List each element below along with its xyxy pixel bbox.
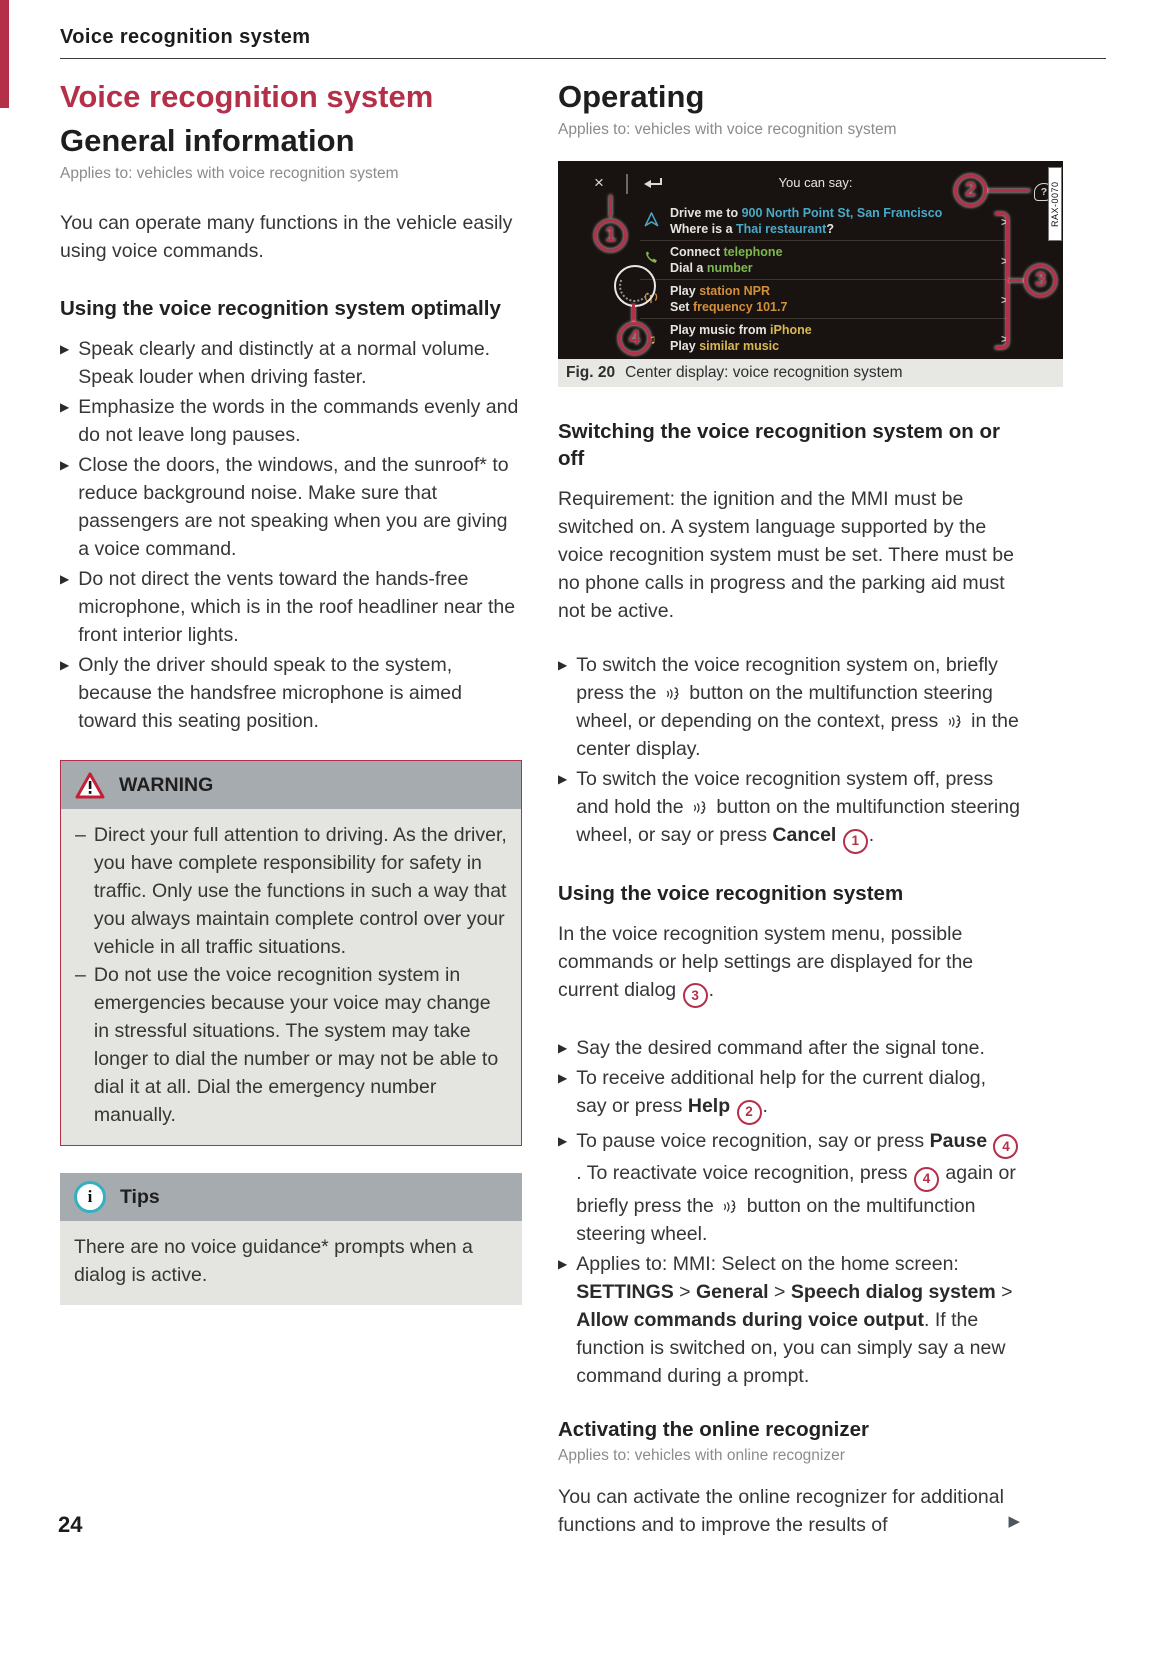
warning-triangle-icon (75, 772, 105, 799)
figure-caption (558, 359, 1063, 387)
list-item (60, 565, 522, 649)
callout-reference-4: 4 (993, 1134, 1018, 1159)
triangle-bullet: ▶ (60, 572, 70, 586)
voice-command-icon (721, 1199, 739, 1214)
right-column (558, 79, 1060, 1539)
tips-body (60, 1221, 522, 1305)
warning-box (60, 760, 522, 1146)
voice-command-icon (946, 714, 964, 729)
running-header: Voice recognition system (60, 26, 311, 48)
command-rows (640, 202, 1008, 357)
tips-title: Tips (120, 1185, 160, 1208)
voice-command-icon (664, 686, 682, 701)
section-title-operating: Operating (558, 79, 705, 114)
list-item (558, 1034, 1020, 1062)
using-list (558, 1034, 1020, 1390)
chevron-right-icon: > (1000, 253, 1008, 268)
figure-label: Fig. 20 (566, 364, 616, 381)
callout-reference-4: 4 (914, 1167, 939, 1192)
warning-list (75, 821, 507, 1129)
chevron-right-icon: > (1000, 214, 1008, 229)
requirement-paragraph: Requirement: the ignition and the MMI must be switched on. A system language supported by the voice recognition system must be set. There must be no phone calls in progress and the parking aid must not be active. (558, 488, 1014, 622)
list-item (558, 651, 1020, 763)
warning-item (75, 961, 507, 1129)
continuation-arrow-icon: ▶ (1008, 1512, 1020, 1530)
list-item-text: Emphasize the words in the commands evenly and do not leave long pauses. (78, 396, 519, 446)
callout-3: 3 (1024, 264, 1057, 297)
info-icon: i (74, 1181, 106, 1213)
optimal-use-list (60, 335, 522, 735)
callout-line-1 (609, 195, 612, 217)
tips-box (60, 1173, 522, 1305)
triangle-bullet: ▶ (60, 342, 70, 356)
callout-1: 1 (594, 219, 627, 252)
list-item-text: Only the driver should speak to the system, because the handsfree microphone is aimed toward this seating position. (78, 654, 462, 732)
command-text: Play music from iPhone Play similar music (670, 323, 812, 353)
applies-to-note: Applies to: vehicles with voice recognition system (558, 121, 897, 138)
triangle-bullet: ▶ (558, 772, 568, 786)
list-item (60, 451, 522, 563)
chapter-title: Voice recognition system (60, 79, 434, 114)
list-item-text: To switch the voice recognition system on, briefly press the button on the multifunction steering wheel, or depending on the context, press in the center display. (576, 654, 1019, 760)
switching-list (558, 651, 1020, 854)
chevron-right-icon: > (1000, 292, 1008, 307)
warning-item-text: Direct your full attention to driving. As the driver, you have complete responsibility for safety in traffic. Only use the functions in such a way that you always maintain complete control over your vehicle in all traffic situations. (93, 824, 507, 958)
online-paragraph: You can activate the online recognizer for additional functions and to improve the results of ▶ (558, 1485, 1020, 1536)
music-note-icon: ♫ (645, 330, 657, 347)
tips-header (60, 1173, 522, 1221)
list-item-text: Applies to: MMI: Select on the home screen: SETTINGS > General > Speech dialog system > Allow commands during voice output. If the function is switched on, you can simply say a new command during a prompt. (576, 1252, 1013, 1387)
command-text: Play station NPR Set frequency 101.7 (670, 284, 788, 314)
triangle-bullet: ▶ (558, 658, 568, 672)
list-item-text: To receive additional help for the current dialog, say or press Help 2 . (576, 1064, 1020, 1125)
callout-reference-2: 2 (737, 1100, 762, 1125)
list-item-text: To pause voice recognition, say or press Pause 4. To reactivate voice recognition, press 4 again or briefly press the button on the multifunction steering wheel. (576, 1127, 1020, 1248)
warning-item (75, 821, 507, 961)
dash-bullet: – (75, 964, 86, 986)
section-title-general-information: General information (60, 123, 355, 158)
list-item-text: Say the desired command after the signal tone. (576, 1037, 985, 1059)
callout-bracket-3 (995, 212, 1009, 349)
command-row-phone (640, 240, 1008, 279)
list-item (558, 1064, 1020, 1125)
header-rule (60, 58, 1106, 59)
subsection-using: Using the voice recognition system (558, 881, 904, 905)
callout-line-4 (632, 304, 635, 322)
list-item (558, 1127, 1020, 1248)
figure-image-code: RAX-0070 (1048, 167, 1062, 241)
triangle-bullet: ▶ (558, 1041, 568, 1055)
applies-to-note: Applies to: vehicles with voice recognition system (60, 165, 399, 182)
triangle-bullet: ▶ (558, 1133, 568, 1148)
list-item-text: Do not direct the vents toward the hands-free microphone, which is in the roof headliner near the front interior lights. (78, 568, 516, 646)
triangle-bullet: ▶ (558, 1071, 568, 1085)
triangle-bullet: ▶ (60, 658, 70, 672)
chapter-color-bar (0, 0, 9, 108)
listening-indicator-arc (614, 265, 655, 306)
left-column (60, 80, 522, 1305)
callout-line-3 (1009, 279, 1024, 282)
figure-caption-text: Center display: voice recognition system (625, 364, 903, 381)
warning-item-text: Do not use the voice recognition system in emergencies because your voice may change in stressful situations. The system may take longer to dial the number or may not be able to dial it at all. Dial the emergency number manually. (93, 964, 499, 1126)
help-bubble-icon: ? (1034, 183, 1054, 201)
subsection-optimal-use: Using the voice recognition system optimally (60, 297, 501, 320)
you-can-say-prompt: You can say: (778, 175, 853, 190)
callout-2: 2 (954, 174, 987, 207)
triangle-bullet: ▶ (60, 458, 70, 472)
list-item-text: Speak clearly and distinctly at a normal volume. Speak louder when driving faster. (78, 338, 491, 388)
intro-paragraph: You can operate many functions in the vehicle easily using voice commands. (60, 212, 513, 262)
triangle-bullet: ▶ (558, 1256, 568, 1271)
subsection-online-recognizer: Activating the online recognizer (558, 1417, 869, 1441)
list-item-text: To switch the voice recognition system off, press and hold the button on the multifunction steering wheel, or say or press Cancel 1 . (576, 765, 1020, 854)
voice-command-icon (691, 800, 709, 815)
toolbar-divider (626, 174, 628, 194)
command-row-radio (640, 279, 1008, 318)
list-item (60, 335, 522, 391)
command-text: Connect telephone Dial a number (670, 245, 783, 275)
callout-line-2 (986, 189, 1030, 192)
tips-text: There are no voice guidance* prompts when a dialog is active. (74, 1236, 473, 1286)
callout-reference-1: 1 (843, 829, 868, 854)
close-icon: × (594, 173, 604, 192)
triangle-bullet: ▶ (60, 400, 70, 414)
listening-indicator-circle (614, 265, 656, 307)
list-item (558, 1250, 1020, 1390)
callout-reference-3: 3 (683, 983, 708, 1008)
navigation-arrow-icon (640, 212, 662, 232)
applies-to-note: Applies to: vehicles with online recognizer (558, 1446, 845, 1464)
dash-bullet: – (75, 824, 86, 846)
list-item-text: Close the doors, the windows, and the sunroof* to reduce background noise. Make sure that passengers are not speaking when you are giving a voice command. (78, 454, 509, 560)
command-text: Drive me to 900 North Point St, San Francisco Where is a Thai restaurant? (670, 206, 943, 236)
using-intro: In the voice recognition system menu, possible commands or help settings are displayed for the current dialog 3 . (558, 920, 1020, 1009)
list-item (558, 765, 1020, 854)
figure-center-display (558, 161, 1063, 359)
warning-header (61, 761, 521, 809)
page-number: 24 (58, 1512, 83, 1537)
list-item (60, 393, 522, 449)
warning-body (61, 809, 521, 1145)
command-row-music (640, 318, 1008, 357)
warning-title: WARNING (119, 773, 214, 796)
command-row-navigation (640, 202, 1008, 240)
callout-4: 4 (618, 322, 651, 355)
chevron-right-icon: > (1000, 331, 1008, 346)
subsection-switching: Switching the voice recognition system on or off (558, 420, 1000, 470)
list-item (60, 651, 522, 735)
